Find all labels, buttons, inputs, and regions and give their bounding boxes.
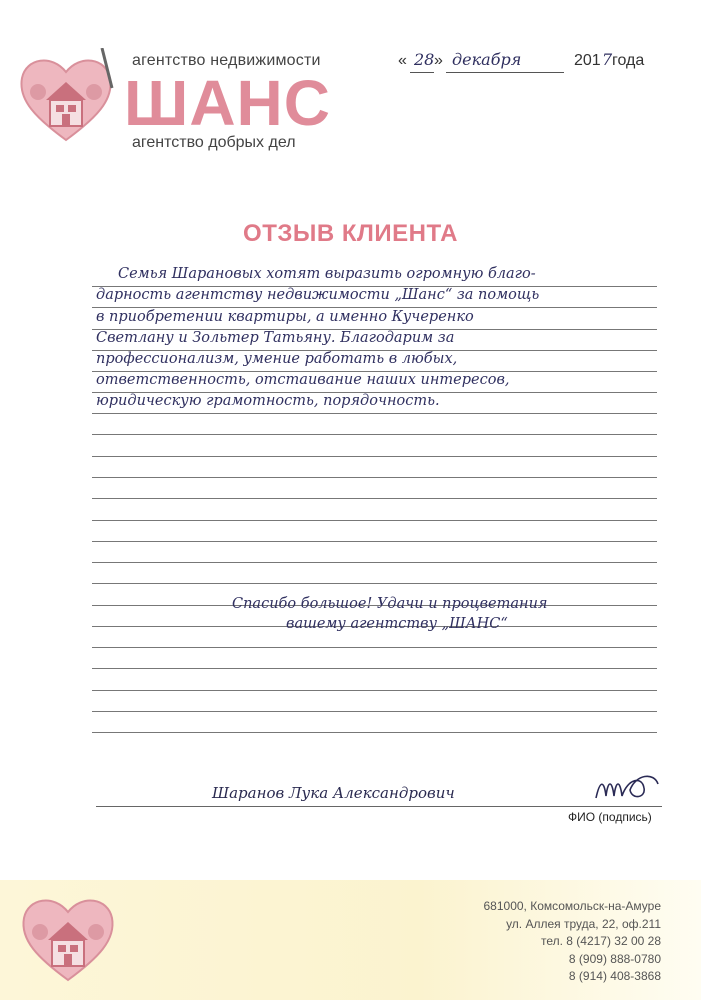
date-year-digit: 7: [602, 50, 613, 69]
contact-address-city: 681000, Комсомольск-на-Амуре: [483, 899, 661, 913]
house-heart-icon: [18, 890, 118, 985]
signature-rule: [96, 806, 662, 807]
review-line: в приобретении квартиры, а именно Кучеренко: [96, 309, 474, 325]
thanks-line: вашему агентству „ШАНС“: [286, 616, 508, 632]
date-day: 28: [414, 50, 435, 69]
date-field: [398, 48, 688, 78]
page-title: ОТЗЫВ КЛИЕНТА: [243, 220, 458, 247]
review-line: дарность агентству недвижимости „Шанс“ за помощь: [96, 287, 540, 303]
contact-info: [484, 898, 662, 986]
signature-icon: [592, 770, 662, 806]
house-heart-icon: [16, 48, 116, 148]
date-close-quote: »: [434, 52, 443, 69]
date-year-suffix: года: [612, 52, 645, 69]
review-line: Светлану и Зольтер Татьяну. Благодарим за: [96, 330, 455, 346]
review-line: профессионализм, умение работать в любых,: [96, 351, 458, 367]
review-line: юридическую грамотность, порядочность.: [96, 393, 440, 409]
contact-phone: 8 (909) 888-0780: [568, 951, 661, 966]
thanks-line: Спасибо большое! Удачи и процветания: [232, 596, 548, 612]
client-full-name: Шаранов Лука Александрович: [212, 784, 455, 802]
contact-phone: тел. 8 (4217) 32 00 28: [540, 934, 661, 948]
contact-phone: 8 (914) 408-3868: [568, 969, 661, 983]
agency-logo: [16, 30, 346, 160]
agency-tagline-top: агентство недвижимости: [132, 52, 321, 69]
agency-name: ШАНС: [124, 67, 331, 139]
date-month: декабря: [452, 50, 522, 69]
date-open-quote: «: [398, 52, 407, 69]
signature-caption: ФИО (подпись): [568, 810, 652, 824]
date-year-prefix: 201: [574, 52, 601, 69]
footer: [0, 880, 701, 1000]
contact-address-street: ул. Аллея труда, 22, оф.211: [506, 916, 661, 931]
review-line: ответственность, отстаивание наших интересов,: [96, 372, 510, 388]
review-line: Семья Шарановых хотят выразить огромную благо-: [118, 266, 536, 282]
agency-tagline-bottom: агентство добрых дел: [132, 134, 296, 151]
